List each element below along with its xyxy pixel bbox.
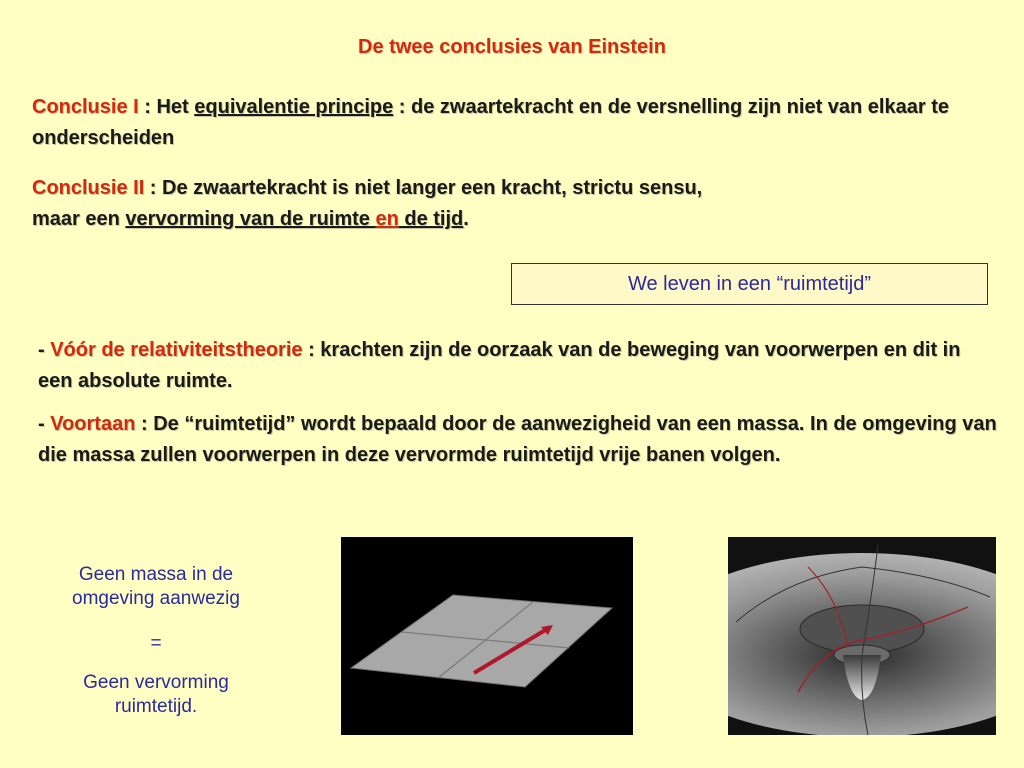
point-2-text: : De “ruimtetijd” wordt bepaald door de aanwezigheid van een massa. In de omgeving van die massa zullen voorwerpen in deze vervormde ruimtetijd vrije banen volgen. [38,413,997,466]
point-2-label: Voortaan [50,413,136,435]
conclusion-1-rest: : de zwaartekracht en de versnelling zijn niet van elkaar te onderscheiden [32,96,949,149]
conclusion-2-label: Conclusie II [32,177,145,199]
spacetime-box: We leven in een “ruimtetijd” [511,263,988,305]
curved-spacetime-image [728,537,996,735]
point-1-text: : krachten zijn de oorzaak van de beweging van voorwerpen en dit in een absolute ruimte. [38,339,961,392]
point-1-dash: - [38,339,51,361]
flat-spacetime-image [341,537,633,735]
caption-no-deformation: Geen vervorming ruimtetijd. [83,672,229,717]
conclusion-2-end: . [463,208,469,230]
point-before-relativity [38,335,998,397]
conclusion-1-sep: : Het [138,96,195,118]
conclusion-2-term2: de tijd [398,208,464,230]
conclusion-2-conj: en [375,208,399,230]
point-from-now-on [38,409,998,471]
point-1-label: Vóór de relativiteitstheorie [50,339,303,361]
conclusion-2-line2-prefix: maar een [32,208,126,230]
slide-title: De twee conclusies van Einstein [358,36,666,58]
conclusion-2-line1: : De zwaartekracht is niet langer een kracht, strictu sensu, [144,177,703,199]
conclusion-2-term1: vervorming van de ruimte [125,208,376,230]
conclusion-1 [32,92,1002,154]
caption-equals: = [150,633,162,654]
point-2-dash: - [38,413,51,435]
conclusion-2 [32,173,1002,235]
conclusion-1-label: Conclusie I [32,96,139,118]
conclusion-1-term: equivalentie principe [194,96,394,118]
caption-no-mass: Geen massa in de omgeving aanwezig [72,564,240,609]
